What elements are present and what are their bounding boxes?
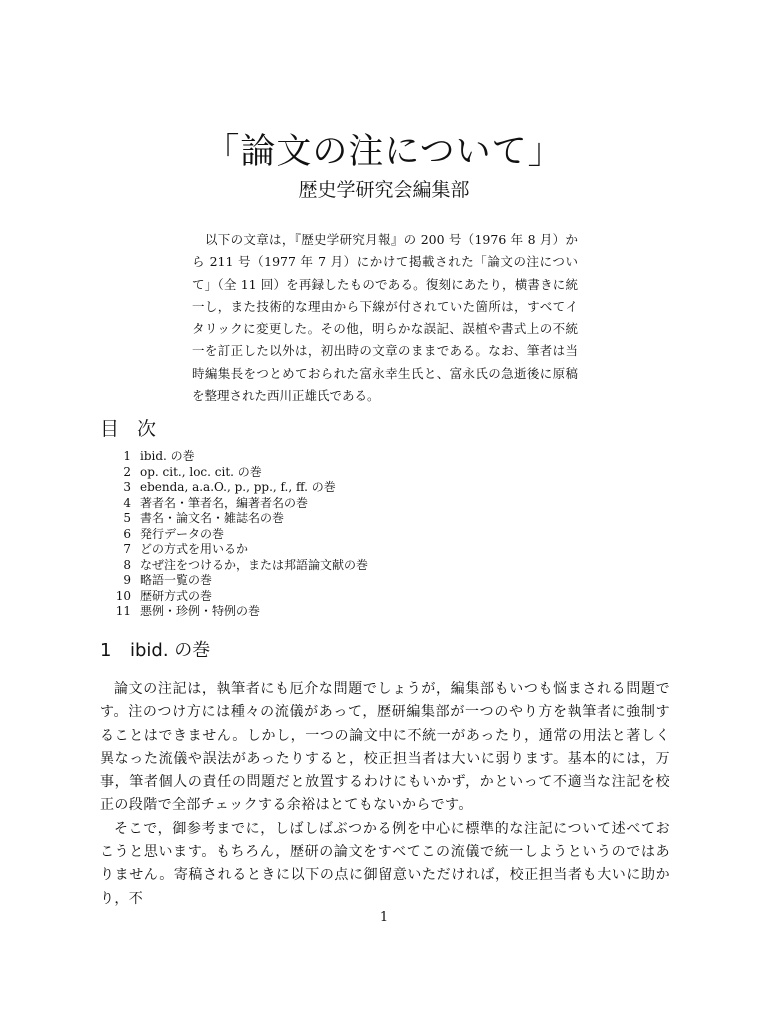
toc-item-label: op. cit., loc. cit. の巻 (140, 464, 262, 479)
toc-item-number: 5 (123, 511, 131, 525)
toc-item-number: 7 (123, 542, 131, 556)
toc-item (108, 573, 368, 589)
document-author: 歴史学研究会編集部 (298, 179, 470, 201)
toc-item-number: 3 (123, 480, 131, 494)
toc-item-number: 2 (123, 464, 131, 479)
toc-item-label: ebenda, a.a.O., p., pp., f., ff. の巻 (140, 480, 336, 494)
toc-item (108, 604, 368, 620)
toc-item-label: 書名・論文名・雑誌名の巻 (140, 511, 285, 525)
toc-item-number: 4 (123, 495, 131, 510)
toc-item-label: 歴研方式の巻 (140, 588, 213, 603)
page-number: 1 (379, 910, 389, 925)
toc-item-label: なぜ注をつけるか，または邦語論文献の巻 (140, 557, 369, 572)
toc-item-number: 11 (115, 604, 131, 618)
section-number: 1 (100, 640, 112, 661)
toc-item (108, 449, 368, 465)
toc-item (108, 496, 368, 512)
abstract-paragraph: 以下の文章は，『歴史学研究月報』の 200 号（1976 年 8 月）から 211 号（1977 年 7 月）にかけて掲載された「論文の注について」（全 11 回）を再録したものである。復刻にあたり，横書きに統一し，また技術的な理由から下線が付されていた箇所は，すべてイタリックに変更した。その他，明らかな誤記、誤植や書式上の不統一を訂正した以外は，初出時の文章のままである。なお、筆者は当時編集長をつとめておられた富永幸生氏と、富永氏の急逝後に原稿を整理された西川正雄氏である。 (192, 232, 578, 404)
table-of-contents (108, 449, 368, 620)
toc-item-label: ibid. の巻 (140, 449, 195, 463)
toc-item-number: 9 (123, 573, 131, 587)
toc-item (108, 480, 368, 496)
toc-item-number: 10 (115, 588, 131, 603)
toc-item (108, 511, 368, 527)
section-heading (100, 637, 210, 665)
section-title: ibid. の巻 (130, 640, 211, 661)
section-body (100, 678, 670, 911)
toc-item (108, 558, 368, 574)
toc-item (108, 589, 368, 605)
toc-item (108, 527, 368, 543)
toc-item-label: 略語一覧の巻 (140, 573, 213, 587)
toc-item-label: 悪例・珍例・特例の巻 (140, 604, 261, 618)
toc-item (108, 542, 368, 558)
toc-item (108, 465, 368, 481)
toc-item-number: 1 (123, 449, 131, 463)
toc-item-label: どの方式を用いるか (140, 542, 249, 556)
toc-item-number: 8 (123, 557, 131, 572)
toc-item-number: 6 (123, 526, 131, 541)
document-title: 「論文の注について」 (204, 132, 564, 172)
toc-item-label: 発行データの巻 (140, 526, 225, 541)
body-paragraph: そこで，御参考までに，しばしばぶつかる例を中心に標準的な注記について述べておこうと思います。もちろん，歴研の論文をすべてこの流儀で統一しようというのではありません。寄稿されるときに以下の点に御留意いただければ，校正担当者も大いに助かり，不 (100, 820, 670, 907)
body-paragraph: 論文の注記は，執筆者にも厄介な問題でしょうが，編集部もいつも悩まされる問題です。注のつけ方には種々の流儀があって，歴研編集部が一つのやり方を執筆者に強制することはできません。しかし，一つの論文中に不統一があったり，通常の用法と著しく異なった流儀や誤法があったりすると，校正担当者は大いに弱ります。基本的には，万事，筆者個人の責任の問題だと放置するわけにもいかず，かといって不適当な注記を校正の段階で全部チェックする余裕はとてもないからです。 (100, 681, 670, 814)
toc-heading: 目 次 (100, 418, 163, 440)
toc-item-label: 著者名・筆者名，編著者名の巻 (140, 495, 309, 510)
